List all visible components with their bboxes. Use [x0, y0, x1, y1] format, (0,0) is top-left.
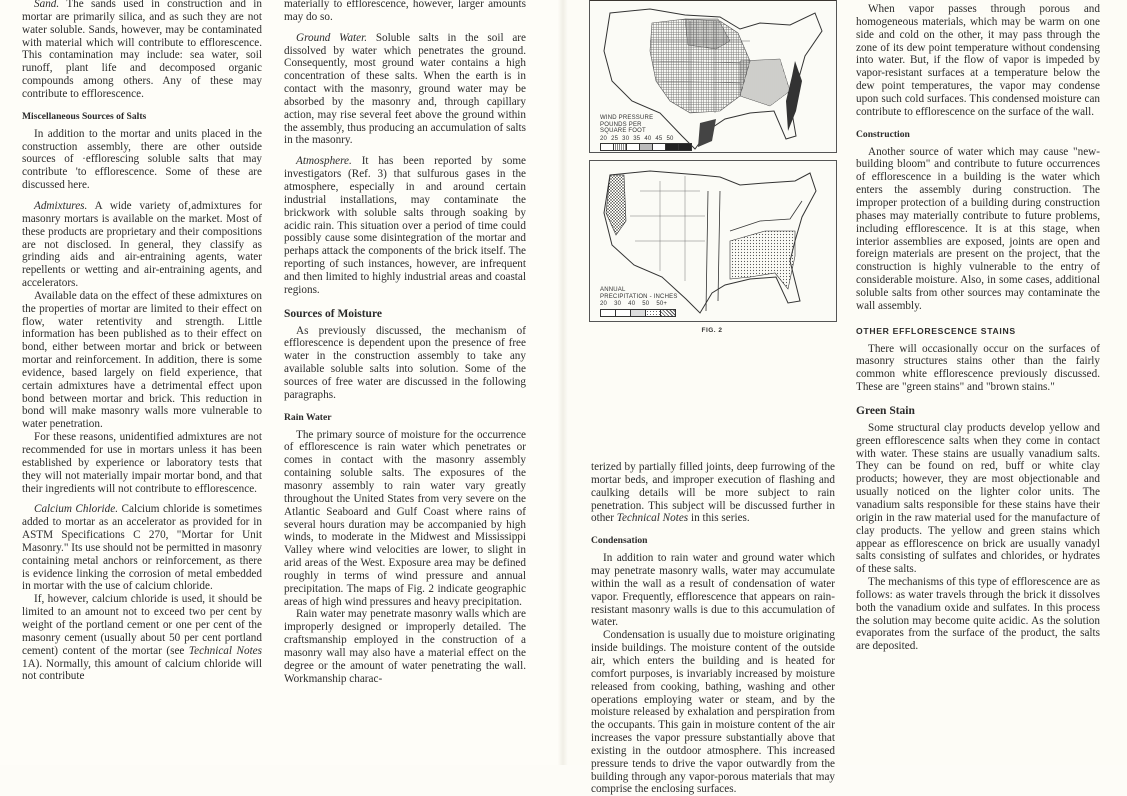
tick-label: 25 [611, 135, 619, 142]
reference-technical-notes: Technical Notes [616, 512, 689, 525]
paragraph-rain-water: The primary source of moisture for the occurrence of efflorescence is rain water which penetrates or comes in contact with the masonry assembly containing soluble salts. The exposures of the masonry assembly to rain water vary greatly throughout the United States from very severe on the Atlantic Seaboard and Gulf Coast where rains of several hours duration may be accompanied by high winds, to moderate in the Midwest and Mississippi Valley where wind velocities are lower, to slight in arid areas of the West. Exposure area may be defined roughly in terms of wind pressure and annual precipitation. The maps of Fig. 2 indicate geographic areas of high wind pressures and heavy precipitation. [284, 428, 526, 608]
run-in-heading-admixtures: Admixtures. [34, 199, 88, 212]
paragraph-workmanship: terized by partially filled joints, deep furrowing of the mortar beds, and improper execution of flashing and caulking details will be more subject to rain penetration. This subject will be discussed further in other Technical Notes in this series. [591, 461, 835, 525]
paragraph-admixtures: Admixtures. A wide variety of‚admixtures for masonry mortars is available on the market. Most of these products are proprietary and their compositions are not disclosed. In general, they classify as grinding aids and air-entraining agents, water repellents or wetting and air-entraining agents, and accelerators. [22, 199, 262, 290]
annual-precipitation-map [589, 160, 837, 322]
page-gutter [558, 0, 568, 765]
legend-swatch [646, 310, 661, 316]
heading-construction: Construction [856, 128, 910, 140]
paragraph-green-stain: Some structural clay products develop yellow and green efflorescence salts when they come in contact with water. These stains are usually vanadium salts. They can be found on red, buff or white clay products; however, they are most objectionable and usually noticed on the lighter color units. The vanadium salts responsible for these stains have their origin in the raw material used for the manufacture of clay products. The yellow and green stains which appear as efflorescence on brick are usually vanadyl salts consisting of sulfates and chlorides, or hydrates of these salts. [856, 421, 1100, 576]
paragraph-condensation-origin: Condensation is usually due to moisture originating inside buildings. The moisture content of the outside air, which enters the building and is heated for comfort purposes, is invariably increased by moisture released from cooking, bathing, washing and other operations employing water or steam, and by the moisture released by exhalation and perspiration from the occupants. This gain in moisture content of the air increases the vapor pressure substantially above that existing in the outdoor atmosphere. This increased pressure tends to drive the vapor outwardly from the building through any vapor-porous materials that may comprise the enclosing surfaces. [591, 629, 835, 796]
run-in-heading-sand: Sand. [34, 0, 60, 10]
precipitation-ticks [600, 301, 678, 308]
tick-label: 20 [600, 135, 608, 142]
paragraph-sand: Sand. The sands used in construction and in mortar are primarily silica, and as such they are not water soluble. Sands, however, may be contaminated with material which will contribute to efflorescence. This contamination may include: sea water, soil runoff, plant life and decomposed organic compounds among others. Any of these may contribute to efflorescence. [22, 0, 262, 100]
paragraph-misc-intro: In addition to the mortar and units placed in the construction assembly, there are other outside sources of ·efflorescing soluble salts that may contribute 'to efflorescence. Some of these are discussed here. [22, 127, 262, 192]
legend-swatch [601, 310, 616, 316]
legend-swatch [601, 144, 614, 150]
heading-other-efflorescence-stains: OTHER EFFLORESCENCE STAINS [856, 325, 1016, 336]
wind-pressure-ticks [600, 136, 692, 143]
paragraph-vapor: When vapor passes through porous and homogeneous materials, which may be warm on one side and cold on the other, it may pass through the zone of its dew point temperature without condensing into water. But, if the flow of vapor is impeded by vapor-resistant surfaces at a temperature below the dew point temperatures, the vapor may condense upon such cold surfaces. This condensed moisture can contribute to efflorescence on the surface of the wall. [856, 3, 1100, 118]
heading-rain-water: Rain Water [284, 411, 332, 423]
paragraph-moisture-intro: As previously discussed, the mechanism of efflorescence is dependent upon the presence of free water in the construction assembly to take any available soluble salts into solution. Some of the sources of free water are discussed in the following paragraphs. [284, 324, 526, 401]
heading-misc-sources: Miscellaneous Sources of Salts [22, 110, 147, 122]
column-1 [22, 0, 262, 683]
legend-swatch [627, 144, 640, 150]
tick-label: 50 [666, 135, 674, 142]
column-4 [856, 3, 1100, 653]
wind-pressure-map [589, 0, 837, 153]
paragraph-calcium-chloride: Calcium Chloride. Calcium chloride is sometimes added to mortar as an accelerator as provided for in ASTM Specifications C 270, "Mortar for Unit Masonry." Its use should not be permitted in masonry containing metal anchors or reinforcement, as there is evidence linking the corrosion of metal embedded in mortar with the use of calcium chloride. [22, 503, 262, 593]
tick-label: 20 [600, 301, 608, 307]
column-3 [591, 461, 835, 796]
figure-caption: FIG. 2 [701, 327, 723, 334]
legend-swatch [614, 144, 627, 150]
tick-label: 50 [642, 301, 650, 307]
heading-sources-of-moisture: Sources of Moisture [284, 307, 382, 320]
legend-swatch [666, 144, 679, 150]
legend-swatch [679, 144, 691, 150]
paragraph-condensation-intro: In addition to rain water and ground water which may penetrate masonry walls, water may accumulate within the wall as a result of condensation of water vapor. Frequently, efflorescence that appears on rain-resistant masonry walls is due to this accumulation of water. [591, 552, 835, 629]
wind-pressure-swatches [600, 143, 692, 151]
wind-pressure-legend: WIND PRESSURE POUNDS PER SQUARE FOOT 20 25 30 35 40 45 50 [600, 115, 692, 151]
tick-label: 35 [633, 135, 641, 142]
paragraph-ground-water: Ground Water. Soluble salts in the soil are dissolved by water which penetrates the ground. Consequently, most ground water contains a high concentration of these salts. When the earth is in contact with the masonry, ground water may be absorbed by the masonry and, through capillary action, may rise several feet above the ground within the assembly, thus producing an accumulation of salts in the masonry. [284, 31, 526, 147]
legend-swatch [616, 310, 631, 316]
paragraph-green-stain-mechanism: The mechanisms of this type of efflorescence are as follows: as water travels through the brick it dissolves both the vanadium oxide and sulfates. In this process the solution may become quite acidic. As the solution evaporates from the surface of the product, the salts are deposited. [856, 576, 1100, 653]
paragraph-construction: Another source of water which may cause "new-building bloom" and contribute to future occurrences of efflorescence in a building is the water which enters the assembly during construction. The improper protection of a building during construction phases may materially contribute to future problems, including efflorescence. It is at this stage, when interior assemblies are exposed, joints are open and foreign materials are present on the project, that the construction is highly vulnerable to the entry of considerable moisture. Also, in some cases, additional soluble salts from other sources may contaminate the wall assembly. [856, 145, 1100, 312]
tick-label: 30 [614, 301, 622, 307]
heading-condensation: Condensation [591, 535, 648, 547]
figure-2 [589, 0, 837, 334]
tick-label: 30 [622, 135, 630, 142]
tick-label: 40 [644, 135, 652, 142]
tick-label: 45 [655, 135, 663, 142]
paragraph-admixture-reasons: For these reasons, unidentified admixtures are not recommended for use in mortars unless it has been established by experience or laboratory tests that they will not materially impair mortar bond, and that their ingredients will not contribute to efflorescence. [22, 431, 262, 495]
paragraph-continued: materially to efflorescence, however, larger amounts may do so. [284, 0, 526, 23]
precipitation-swatches [600, 309, 676, 317]
legend-swatch [631, 310, 646, 316]
heading-green-stain: Green Stain [856, 404, 915, 417]
tick-label: 50+ [656, 301, 668, 307]
paragraph-other-stains: There will occasionally occur on the surfaces of masonry structures stains other than the fairly common white efflorescence previously discussed. These are "green stains" and "brown stains." [856, 342, 1100, 394]
legend-swatch [653, 144, 666, 150]
column-2 [284, 0, 526, 686]
reference-technical-notes: Technical Notes [188, 644, 262, 657]
paragraph-calcium-limit: If, however, calcium chloride is used, it should be limited to an amount not to exceed two per cent by weight of the portland cement or one per cent of the masonry cement (usually about 50 per cent portland cement) content of the mortar (see Technical Notes 1A). Normally, this amount of calcium chloride will not contribute [22, 593, 262, 683]
paragraph-atmosphere: Atmosphere. It has been reported by some investigators (Ref. 3) that sulfurous gases in the atmosphere, especially in and around certain industrial installations, may contaminate the brickwork with soluble salts through soaking by acidic rain. This situation over a period of time could possibly cause some disintegration of the mortar and perhaps attack the components of the brick itself. The reporting of such instances, however, are infrequent and then limited to highly industrial areas and coastal regions. [284, 155, 526, 296]
tick-label: 40 [628, 301, 636, 307]
paragraph-rain-penetration: Rain water may penetrate masonry walls which are improperly designed or improperly detailed. The craftsmanship employed in the construction of a masonry wall may also have a material effect on the degree or the amount of water penetrating the wall. Workmanship charac- [284, 608, 526, 685]
paragraph-admixture-data: Available data on the effect of these admixtures on the properties of mortar are limited to their effect on flow, water retentivity and strength. Little information has been published as to their effect on bond, either between mortar and brick or between mortar and reinforcement. In addition, there is some evidence, based largely on field experience, that certain admixtures have a detrimental effect upon bond between mortar and brick. This reduction in bond will make masonry walls more vulnerable to water penetration. [22, 289, 262, 431]
legend-swatch [640, 144, 653, 150]
run-in-heading-atmosphere: Atmosphere. [296, 155, 352, 168]
legend-swatch [661, 310, 675, 316]
precipitation-legend: ANNUAL PRECIPITATION - INCHES 20 30 40 50 50+ [600, 287, 678, 317]
run-in-heading-ground-water: Ground Water. [296, 31, 368, 44]
run-in-heading-calcium-chloride: Calcium Chloride. [34, 503, 119, 516]
